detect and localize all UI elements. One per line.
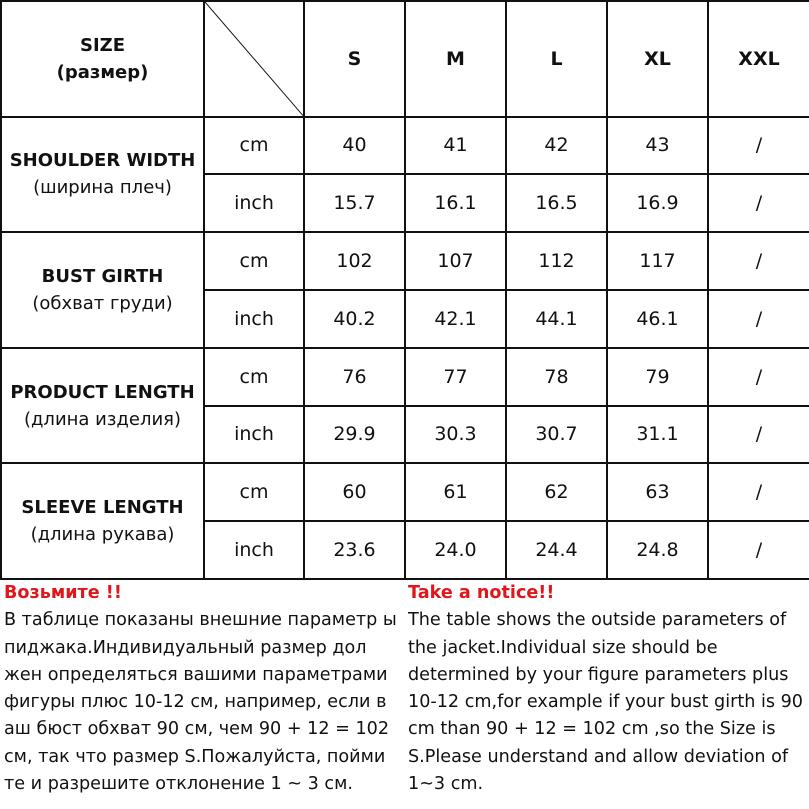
value-cell: / bbox=[708, 521, 809, 579]
value-cell: 79 bbox=[607, 348, 708, 406]
value-cell: 77 bbox=[405, 348, 506, 406]
value-cell: 78 bbox=[506, 348, 607, 406]
size-sublabel: (размер) bbox=[56, 61, 149, 83]
value-cell: / bbox=[708, 290, 809, 348]
notice-body-en: The table shows the outside parameters of the jacket.Individual size should be determined by your figure parameters plus 10-12 cm,for example if your bust girth is 90 cm than 90 + 12 = 102 cm ,so the Size is S.Please understand and allow deviation of 1~3 cm. bbox=[408, 610, 803, 795]
corner-diagonal-cell bbox=[204, 1, 304, 117]
notice-title-en: Take a notice!! bbox=[408, 583, 555, 603]
value-cell: 24.4 bbox=[506, 521, 607, 579]
size-col-s: S bbox=[304, 1, 405, 117]
header-row bbox=[1, 1, 809, 117]
value-cell: 63 bbox=[607, 463, 708, 521]
size-col-m: M bbox=[405, 1, 506, 117]
value-cell: 40 bbox=[304, 117, 405, 175]
unit-inch: inch bbox=[204, 406, 304, 464]
value-cell: 43 bbox=[607, 117, 708, 175]
param-sleeve-length bbox=[1, 463, 204, 579]
value-cell: 30.3 bbox=[405, 406, 506, 464]
param-subtitle: (длина рукава) bbox=[30, 524, 175, 546]
value-cell: 24.8 bbox=[607, 521, 708, 579]
value-cell: / bbox=[708, 406, 809, 464]
value-cell: 62 bbox=[506, 463, 607, 521]
param-shoulder-width bbox=[1, 117, 204, 233]
value-cell: 16.1 bbox=[405, 174, 506, 232]
value-cell: 44.1 bbox=[506, 290, 607, 348]
table-row bbox=[1, 117, 809, 175]
value-cell: / bbox=[708, 463, 809, 521]
param-title: PRODUCT LENGTH bbox=[10, 381, 195, 403]
value-cell: 30.7 bbox=[506, 406, 607, 464]
value-cell: 112 bbox=[506, 232, 607, 290]
value-cell: 107 bbox=[405, 232, 506, 290]
value-cell: 42.1 bbox=[405, 290, 506, 348]
unit-cm: cm bbox=[204, 232, 304, 290]
value-cell: 23.6 bbox=[304, 521, 405, 579]
value-cell: 16.9 bbox=[607, 174, 708, 232]
param-product-length bbox=[1, 348, 204, 464]
value-cell: 102 bbox=[304, 232, 405, 290]
value-cell: 16.5 bbox=[506, 174, 607, 232]
value-cell: 40.2 bbox=[304, 290, 405, 348]
param-title: SLEEVE LENGTH bbox=[21, 497, 184, 519]
value-cell: / bbox=[708, 348, 809, 406]
table-row bbox=[1, 463, 809, 521]
notice-body-ru: В таблице показаны внешние параметр ы пиджака.Индивидуальный размер дол жен определяться вашими параметрами фигуры плюс 10-12 см, например, если в аш бюст обхват 90 см, чем 90 + 12 = 102 см, так что размер S.Пожалуйста, пойми те и разрешите отклонение 1 ~ 3 см. bbox=[4, 610, 397, 795]
value-cell: 46.1 bbox=[607, 290, 708, 348]
size-col-l: L bbox=[506, 1, 607, 117]
param-title: BUST GIRTH bbox=[41, 265, 164, 287]
unit-cm: cm bbox=[204, 117, 304, 175]
value-cell: 76 bbox=[304, 348, 405, 406]
value-cell: 61 bbox=[405, 463, 506, 521]
unit-inch: inch bbox=[204, 174, 304, 232]
param-title: SHOULDER WIDTH bbox=[9, 150, 196, 172]
value-cell: 42 bbox=[506, 117, 607, 175]
param-subtitle: (обхват груди) bbox=[32, 292, 173, 314]
diagonal-line bbox=[205, 2, 303, 116]
unit-inch: inch bbox=[204, 521, 304, 579]
value-cell: 29.9 bbox=[304, 406, 405, 464]
value-cell: 117 bbox=[607, 232, 708, 290]
unit-cm: cm bbox=[204, 463, 304, 521]
param-bust-girth bbox=[1, 232, 204, 348]
table-row bbox=[1, 232, 809, 290]
value-cell: 15.7 bbox=[304, 174, 405, 232]
param-subtitle: (ширина плеч) bbox=[33, 177, 172, 199]
value-cell: 41 bbox=[405, 117, 506, 175]
size-col-xxl: XXL bbox=[708, 1, 809, 117]
unit-cm: cm bbox=[204, 348, 304, 406]
value-cell: 60 bbox=[304, 463, 405, 521]
size-col-xl: XL bbox=[607, 1, 708, 117]
unit-inch: inch bbox=[204, 290, 304, 348]
value-cell: 24.0 bbox=[405, 521, 506, 579]
size-label: SIZE bbox=[79, 34, 125, 56]
notice-english bbox=[408, 580, 808, 809]
value-cell: 31.1 bbox=[607, 406, 708, 464]
size-header-cell bbox=[1, 1, 204, 117]
notice-title-ru: Возьмите !! bbox=[4, 583, 122, 603]
value-cell: / bbox=[708, 174, 809, 232]
notice-russian bbox=[4, 580, 402, 809]
table-row bbox=[1, 348, 809, 406]
param-subtitle: (длина изделия) bbox=[23, 408, 182, 430]
value-cell: / bbox=[708, 232, 809, 290]
value-cell: / bbox=[708, 117, 809, 175]
